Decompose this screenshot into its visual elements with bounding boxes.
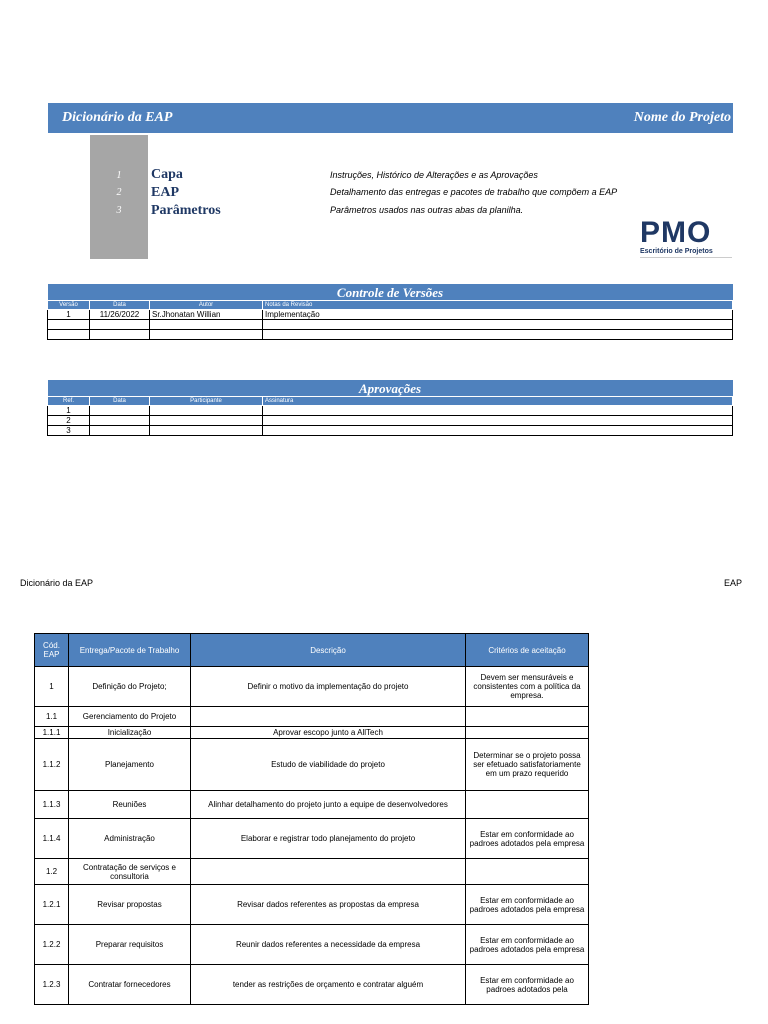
menu-number: 1 <box>116 170 122 181</box>
table-row <box>35 925 589 965</box>
table-cell[interactable]: 1 <box>35 667 69 707</box>
table-cell[interactable] <box>191 707 466 727</box>
table-cell[interactable]: 2 <box>48 416 90 426</box>
menu-link-eap[interactable]: EAP <box>151 185 179 200</box>
table-cell[interactable] <box>90 416 150 426</box>
table-cell[interactable]: Inicialização <box>69 727 191 739</box>
column-header: Descrição <box>191 634 466 667</box>
project-name: Nome do Projeto <box>633 110 731 125</box>
table-row <box>35 965 589 1005</box>
table-cell[interactable]: 1.1.4 <box>35 819 69 859</box>
approvals-table <box>47 380 733 436</box>
menu-link-parametros[interactable]: Parâmetros <box>151 203 221 218</box>
table-cell[interactable]: tender as restrições de orçamento e contratar alguém <box>191 965 466 1005</box>
column-header: Notas da Revisão <box>263 301 733 310</box>
table-cell[interactable] <box>90 330 150 340</box>
column-header: Autor <box>150 301 263 310</box>
table-cell[interactable]: Estar em conformidade ao padroes adotados pela empresa <box>466 885 589 925</box>
table-cell[interactable]: Reuniões <box>69 791 191 819</box>
table-cell[interactable] <box>263 406 733 416</box>
table-cell[interactable]: Sr.Jhonatan Willian <box>150 310 263 320</box>
approvals-title: Aprovações <box>48 380 733 397</box>
table-cell[interactable]: 1.1.2 <box>35 739 69 791</box>
table-row <box>48 426 733 436</box>
table-cell[interactable]: 1.1.3 <box>35 791 69 819</box>
page-footer-right: EAP <box>723 578 742 588</box>
table-cell[interactable]: Estudo de viabilidade do projeto <box>191 739 466 791</box>
table-cell[interactable]: 1.2 <box>35 859 69 885</box>
table-cell[interactable] <box>466 859 589 885</box>
menu-number: 2 <box>116 187 122 198</box>
table-row <box>35 739 589 791</box>
table-cell[interactable] <box>150 330 263 340</box>
table-cell[interactable] <box>150 320 263 330</box>
table-row <box>35 727 589 739</box>
versions-title: Controle de Versões <box>48 284 733 301</box>
table-cell[interactable] <box>466 727 589 739</box>
table-header-row <box>35 634 589 667</box>
table-cell[interactable]: Estar em conformidade ao padroes adotados pela empresa <box>466 925 589 965</box>
table-cell[interactable]: Definir o motivo da implementação do projeto <box>191 667 466 707</box>
table-cell[interactable]: 3 <box>48 426 90 436</box>
table-cell[interactable] <box>90 406 150 416</box>
table-cell[interactable]: Contratar fornecedores <box>69 965 191 1005</box>
table-cell[interactable]: 1.1.1 <box>35 727 69 739</box>
menu-link-capa[interactable]: Capa <box>151 167 183 182</box>
table-row <box>35 667 589 707</box>
table-cell[interactable]: Preparar requisitos <box>69 925 191 965</box>
column-header: Ref. <box>48 397 90 406</box>
table-row <box>48 330 733 340</box>
table-row <box>35 707 589 727</box>
column-header: Data <box>90 301 150 310</box>
menu-description: Instruções, Histórico de Alterações e as Aprovações <box>330 170 538 180</box>
table-cell[interactable] <box>90 320 150 330</box>
menu-number: 3 <box>116 205 122 216</box>
sheet-header <box>48 103 733 133</box>
table-cell[interactable]: Devem ser mensuráveis e consistentes com a política da empresa. <box>466 667 589 707</box>
table-cell[interactable]: Planejamento <box>69 739 191 791</box>
table-cell[interactable]: Revisar dados referentes as propostas da empresa <box>191 885 466 925</box>
table-row <box>35 885 589 925</box>
table-cell[interactable] <box>263 416 733 426</box>
table-cell[interactable]: Administração <box>69 819 191 859</box>
table-row <box>48 406 733 416</box>
table-cell[interactable]: 1 <box>48 310 90 320</box>
table-cell[interactable] <box>150 406 263 416</box>
table-cell[interactable]: Gerenciamento do Projeto <box>69 707 191 727</box>
table-row <box>48 310 733 320</box>
table-cell[interactable]: 1 <box>48 406 90 416</box>
table-cell[interactable] <box>466 791 589 819</box>
column-header: Versão <box>48 301 90 310</box>
table-cell[interactable]: 1.2.2 <box>35 925 69 965</box>
versions-table <box>47 284 733 340</box>
table-cell[interactable]: Elaborar e registrar todo planejamento do projeto <box>191 819 466 859</box>
table-cell[interactable]: Revisar propostas <box>69 885 191 925</box>
table-cell[interactable]: Definição do Projeto; <box>69 667 191 707</box>
table-cell[interactable]: Estar em conformidade ao padroes adotados pela empresa <box>466 819 589 859</box>
table-cell[interactable] <box>466 707 589 727</box>
column-header: Assinatura <box>263 397 733 406</box>
table-cell[interactable]: Implementação <box>263 310 733 320</box>
menu-description: Detalhamento das entregas e pacotes de trabalho que compõem a EAP <box>330 187 618 197</box>
table-cell[interactable] <box>263 320 733 330</box>
table-row <box>35 791 589 819</box>
pmo-logo <box>640 218 724 258</box>
table-cell[interactable] <box>263 426 733 436</box>
table-cell[interactable]: 1.2.1 <box>35 885 69 925</box>
table-row <box>48 416 733 426</box>
table-cell[interactable] <box>48 330 90 340</box>
table-row <box>48 320 733 330</box>
table-row <box>35 819 589 859</box>
table-cell[interactable]: 1.2.3 <box>35 965 69 1005</box>
column-header: Critérios de aceitação <box>466 634 589 667</box>
column-header: Cód. EAP <box>35 634 69 667</box>
table-cell[interactable]: 11/26/2022 <box>90 310 150 320</box>
table-cell[interactable]: Determinar se o projeto possa ser efetuado satisfatoriamente em um prazo requerido <box>466 739 589 791</box>
table-cell[interactable]: Reunir dados referentes a necessidade da empresa <box>191 925 466 965</box>
table-row <box>35 859 589 885</box>
table-cell[interactable]: 1.1 <box>35 707 69 727</box>
page-footer-left: Dicionário da EAP <box>20 578 94 588</box>
table-cell[interactable] <box>150 426 263 436</box>
logo-text: PMO <box>640 216 712 249</box>
eap-dictionary-table <box>34 633 589 1005</box>
sheet-title: Dicionário da EAP <box>62 110 173 125</box>
column-header: Data <box>90 397 150 406</box>
table-cell[interactable]: Alinhar detalhamento do projeto junto a equipe de desenvolvedores <box>191 791 466 819</box>
column-header: Participante <box>150 397 263 406</box>
logo-subtitle: Escritório de Projetos <box>640 248 713 255</box>
table-cell[interactable] <box>191 859 466 885</box>
menu-description: Parâmetros usados nas outras abas da planilha. <box>330 205 524 215</box>
table-cell[interactable]: Contratação de serviços e consultoria <box>69 859 191 885</box>
table-cell[interactable] <box>263 330 733 340</box>
table-cell[interactable]: Aprovar escopo junto a AllTech <box>191 727 466 739</box>
table-cell[interactable] <box>48 320 90 330</box>
table-cell[interactable] <box>150 416 263 426</box>
table-cell[interactable]: Estar em conformidade ao padroes adotados pela <box>466 965 589 1005</box>
table-cell[interactable] <box>90 426 150 436</box>
column-header: Entrega/Pacote de Trabalho <box>69 634 191 667</box>
